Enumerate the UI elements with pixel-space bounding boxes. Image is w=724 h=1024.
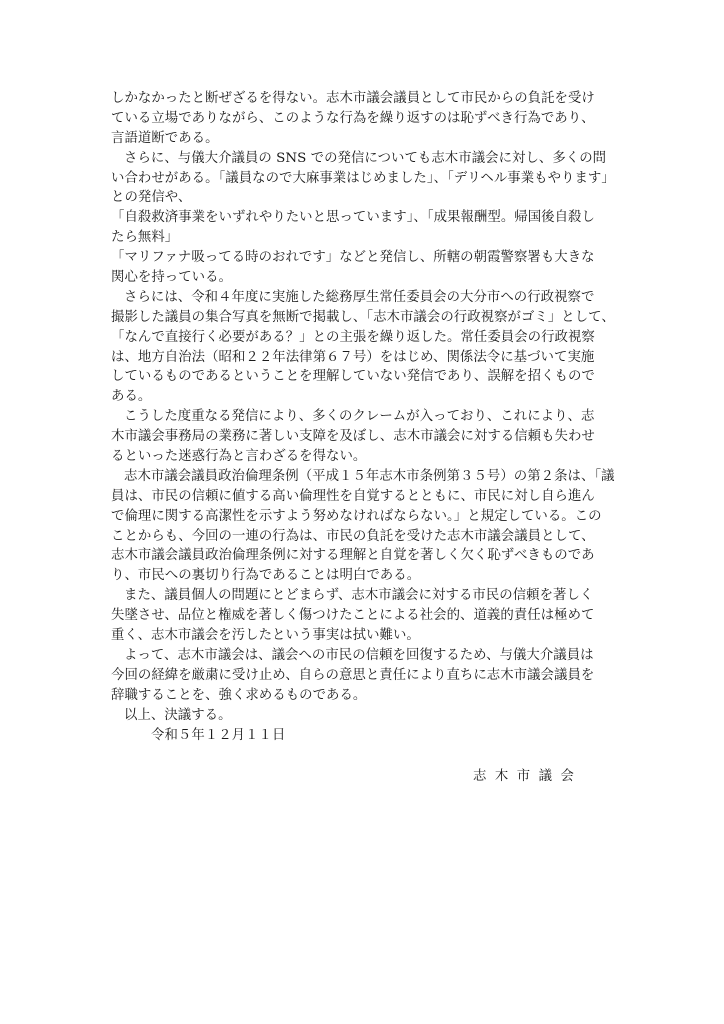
body-line: は、地方自治法（昭和２２年法律第６７号）をはじめ、関係法令に基づいて実施 xyxy=(111,349,595,365)
body-line: 撮影した議員の集合写真を無断で掲載し、「志木市議会の行政視察がゴミ」として、 xyxy=(111,309,615,325)
body-line: 今回の経緯を厳粛に受け止め、自らの意思と責任により直ちに志木市議会議員を xyxy=(111,667,595,683)
body-line: 失墜させ、品位と権威を著しく傷つけたことによる社会的、道義的責任は極めて xyxy=(111,608,595,624)
quoted-line: たら無料」 xyxy=(111,230,179,246)
body-line: ある。 xyxy=(111,389,152,405)
paragraph-start-line: また、議員個人の問題にとどまらず、志木市議会に対する市民の信頼を著しく xyxy=(124,588,594,604)
body-line: 木市議会事務局の業務に著しい支障を及ぼし、志木市議会に対する信頼も失わせ xyxy=(111,429,595,445)
body-line: 員は、市民の信頼に値する高い倫理性を自覚するとともに、市民に対し自ら進ん xyxy=(111,488,595,504)
body-line: で倫理に関する高潔性を示すよう努めなければならない。」と規定している。この xyxy=(111,508,602,524)
body-line: 関心を持っている。 xyxy=(111,270,232,286)
paragraph-start-line: よって、志木市議会は、議会への市民の信頼を回復するため、与儀大介議員は xyxy=(124,647,594,663)
resolution-date: 令和５年１２月１１日 xyxy=(151,727,286,743)
body-line: しかなかったと断ぜざるを得ない。志木市議会議員として市民からの負託を受け xyxy=(111,91,595,106)
signature: 志木市議会 xyxy=(473,769,583,784)
body-line: 辞職することを、強く求めるものである。 xyxy=(111,687,367,703)
quoted-line: 「自殺救済事業をいずれやりたいと思っています」、「成果報酬型。帰国後自殺し xyxy=(111,210,595,226)
body-line: るといった迷惑行為と言わざるを得ない。 xyxy=(111,449,367,465)
body-line: い合わせがある。「議員なので大麻事業はじめました」、「デリヘル事業もやります」 xyxy=(111,170,615,186)
body-line: 志木市議会議員政治倫理条例に対する理解と自覚を著しく欠く恥ずべきものであ xyxy=(111,548,595,564)
body-line: 重く、志木市議会を汚したという事実は拭い難い。 xyxy=(111,628,420,644)
body-line: しているものであるということを理解していない発信であり、誤解を招くもので xyxy=(111,369,595,385)
paragraph-start-line: さらには、令和４年度に実施した総務厚生常任委員会の大分市への行政視察で xyxy=(124,289,595,305)
body-line: との発信や、 xyxy=(111,190,192,206)
quoted-line: 「マリファナ吸ってる時のおれです」などと発信し、所轄の朝霞警察署も大きな xyxy=(111,250,595,266)
resolution-body xyxy=(111,89,631,745)
body-line: り、市民への裏切り行為であることは明白である。 xyxy=(111,568,421,584)
paragraph-start-line: さらに、与儀大介議員の SNS での発信についても志木市議会に対し、多くの問 xyxy=(124,150,607,166)
body-line: 言語道断である。 xyxy=(111,130,219,146)
body-line: 「なんで直接行く必要がある？」との主張を繰り返した。常任委員会の行政視察 xyxy=(111,329,595,345)
body-line: ことからも、今回の一連の行為は、市民の負託を受けた志木市議会議員として、 xyxy=(111,528,595,544)
body-line: ている立場でありながら、このような行為を繰り返すのは恥ずべき行為であり、 xyxy=(111,110,595,126)
closing-line: 以上、決議する。 xyxy=(124,707,232,723)
paragraph-start-line: こうした度重なる発信により、多くのクレームが入っており、これにより、志 xyxy=(124,409,595,425)
paragraph-start-line: 志木市議会議員政治倫理条例（平成１５年志木市条例第３５号）の第２条は、「議 xyxy=(124,468,615,484)
